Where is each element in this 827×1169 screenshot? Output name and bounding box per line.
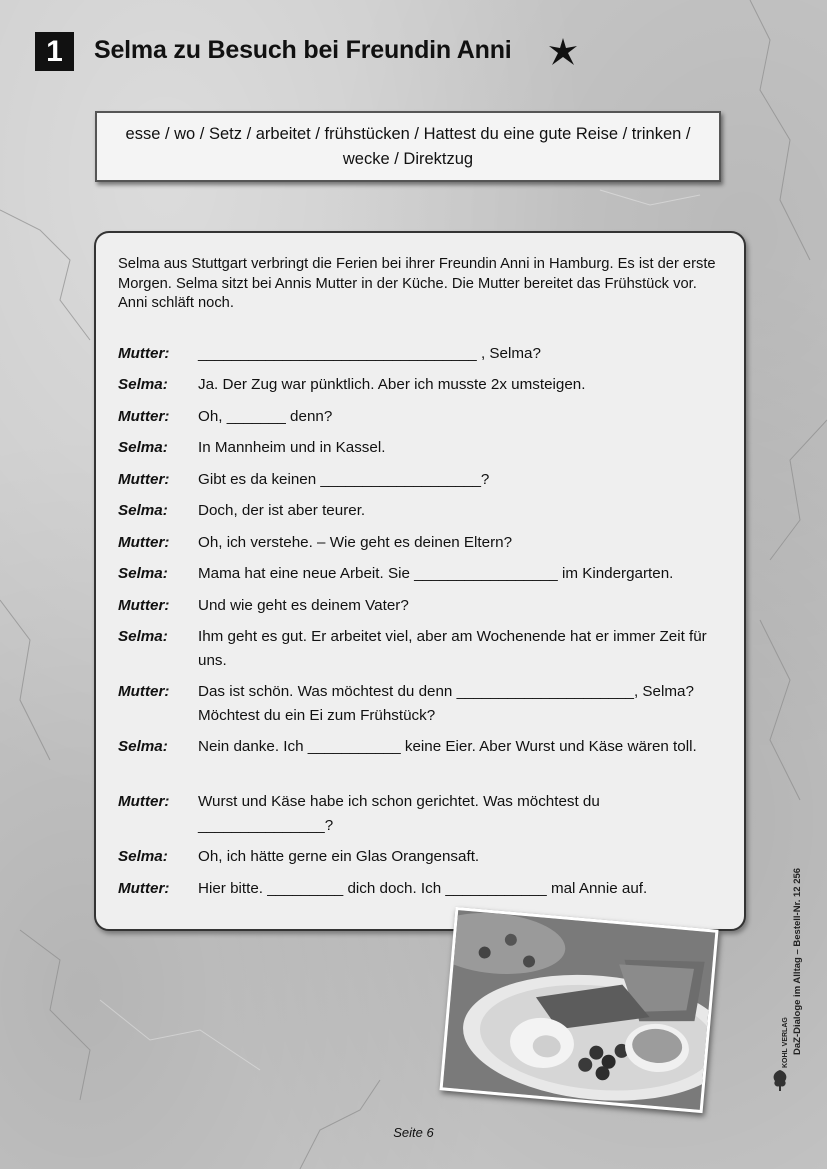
- publisher-text: KOHL VERLAG: [782, 1017, 789, 1068]
- speech-text: Das ist schön. Was möchtest du denn _____________________, Selma? Möchtest du ein Ei zum Frühstück?: [198, 683, 694, 724]
- publication-text: DaZ-Dialoge im Alltag – Bestell-Nr. 12 256: [792, 867, 803, 1055]
- speech-text: Gibt es da keinen ___________________?: [198, 471, 490, 488]
- speaker-label: Mutter:: [118, 408, 170, 425]
- dialogue-panel: [94, 231, 746, 931]
- speaker-label: Mutter:: [118, 880, 170, 897]
- speaker-label: Selma:: [118, 502, 168, 519]
- speech-text: Wurst und Käse habe ich schon gerichtet. Was möchtest du _______________?: [198, 793, 600, 834]
- page-number: Seite 6: [393, 1125, 434, 1140]
- exercise-number-text: 1: [46, 34, 63, 68]
- speaker-label: Selma:: [118, 848, 168, 865]
- speaker-label: Selma:: [118, 439, 168, 456]
- word-bank: [95, 111, 721, 182]
- speaker-label: Selma:: [118, 376, 168, 393]
- speech-text: Oh, ich verstehe. – Wie geht es deinen Eltern?: [198, 534, 513, 551]
- speaker-label: Mutter:: [118, 345, 170, 362]
- intro-text: Selma aus Stuttgart verbringt die Ferien bei ihrer Freundin Anni in Hamburg. Es ist der erste Morgen. Selma sitzt bei Annis Mutter in der Küche. Die Mutter bereitet das Frühstück vor. Anni schläft noch.: [118, 256, 716, 311]
- page-title: Selma zu Besuch bei Freundin Anni: [94, 36, 512, 64]
- speaker-label: Mutter:: [118, 597, 170, 614]
- speech-text: Oh, _______ denn?: [198, 408, 333, 425]
- speaker-label: Mutter:: [118, 793, 170, 810]
- speech-text: Oh, ich hätte gerne ein Glas Orangensaft.: [198, 848, 480, 865]
- speech-text: Und wie geht es deinem Vater?: [198, 597, 409, 614]
- speech-text: _________________________________ , Selma?: [198, 345, 541, 362]
- speaker-label: Selma:: [118, 628, 168, 645]
- speech-text: Hier bitte. _________ dich doch. Ich ____________ mal Annie auf.: [198, 880, 648, 897]
- speaker-label: Mutter:: [118, 534, 170, 551]
- star-icon: [548, 37, 578, 67]
- exercise-number: [35, 32, 74, 71]
- speaker-label: Mutter:: [118, 471, 170, 488]
- speaker-label: Selma:: [118, 738, 168, 755]
- speech-text: Ihm geht es gut. Er arbeitet viel, aber am Wochenende hat er immer Zeit für uns.: [198, 628, 707, 669]
- speech-text: Doch, der ist aber teurer.: [198, 502, 366, 519]
- speaker-label: Selma:: [118, 565, 168, 582]
- speech-text: Nein danke. Ich ___________ keine Eier. Aber Wurst und Käse wären toll.: [198, 738, 697, 755]
- speaker-label: Mutter:: [118, 683, 170, 700]
- speech-text: Mama hat eine neue Arbeit. Sie _________________ im Kindergarten.: [198, 565, 674, 582]
- tree-logo-icon: [770, 1068, 790, 1092]
- word-bank-text: esse / wo / Setz / arbeitet / frühstücken / Hattest du eine gute Reise / trinken / wecke / Direktzug: [125, 124, 691, 168]
- speech-text: Ja. Der Zug war pünktlich. Aber ich musste 2x umsteigen.: [198, 376, 586, 393]
- breakfast-plate-illustration: [443, 910, 716, 1110]
- breakfast-photo: [439, 907, 718, 1113]
- speech-text: In Mannheim und in Kassel.: [198, 439, 386, 456]
